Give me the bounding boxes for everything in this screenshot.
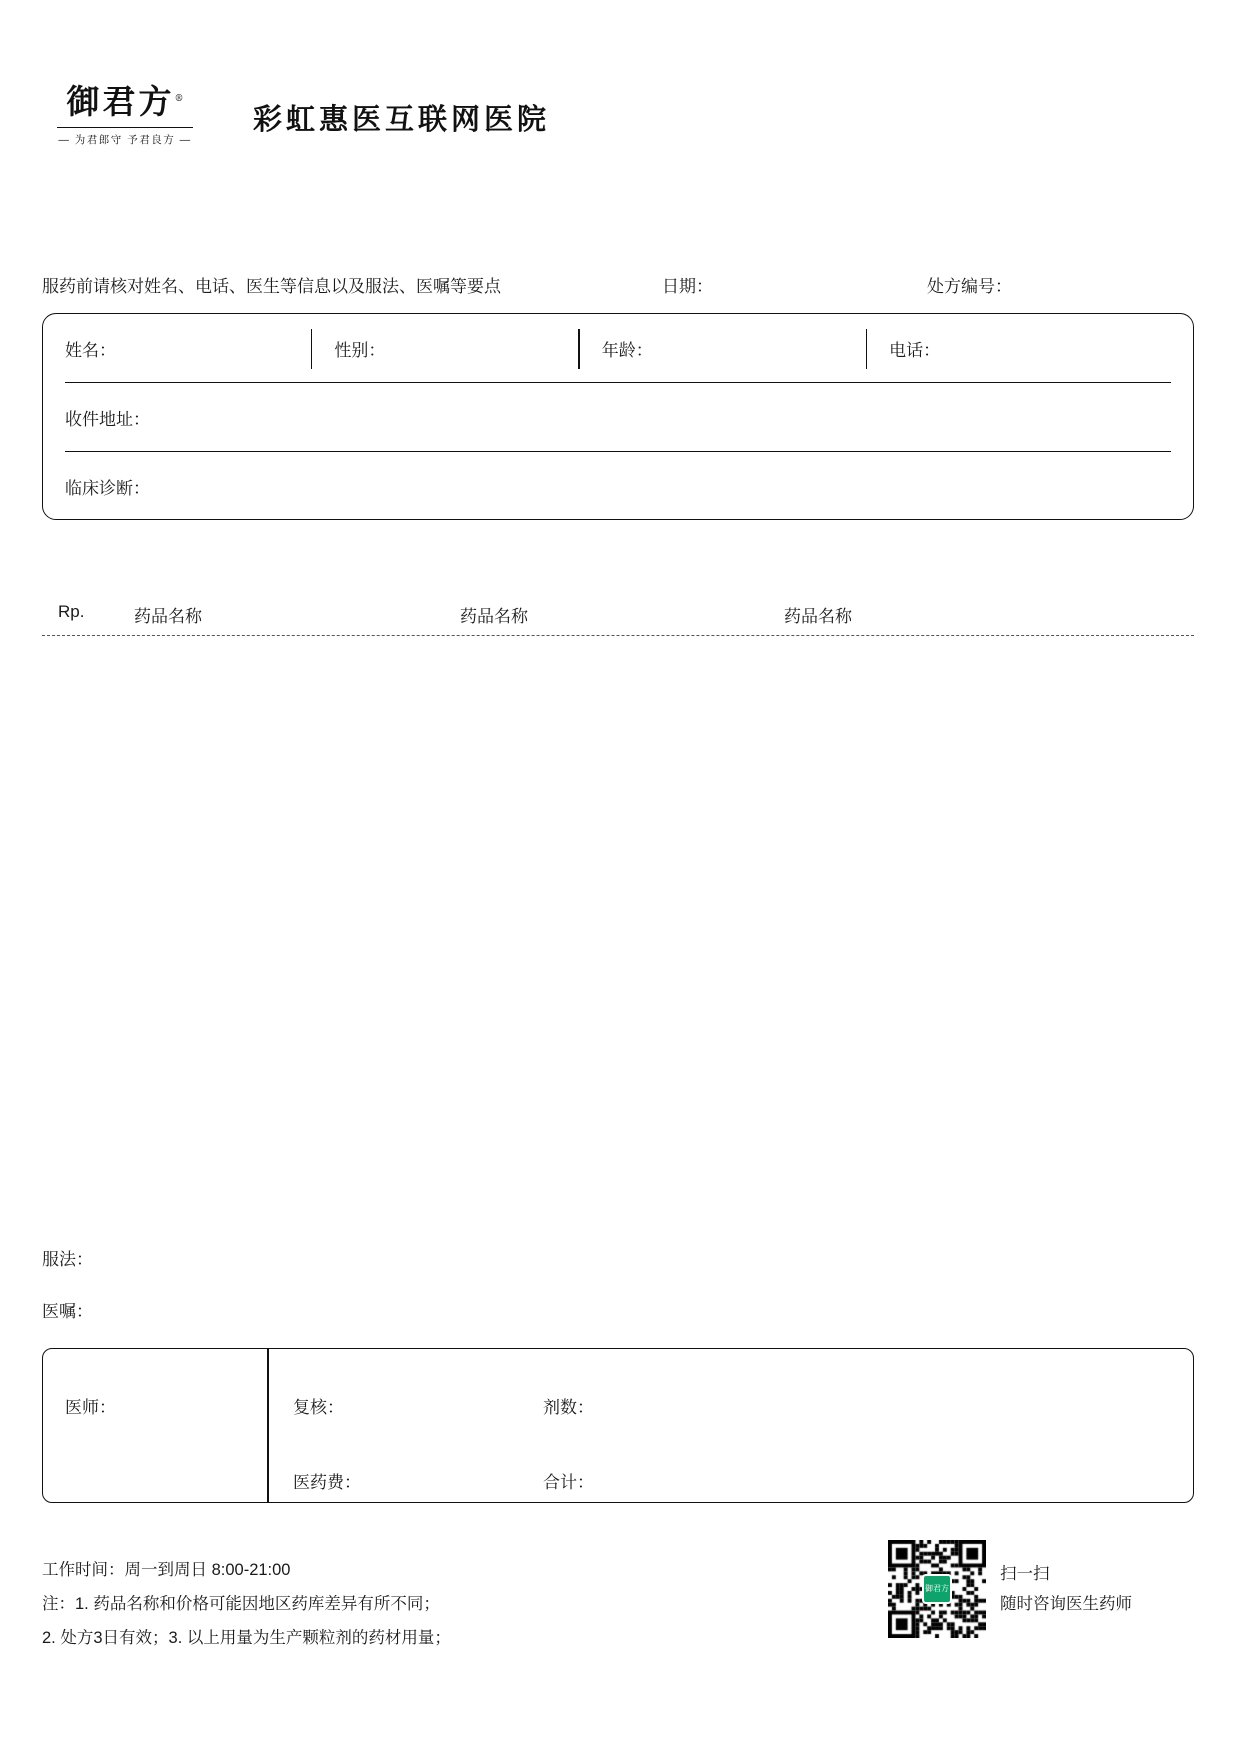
advice-label: 医嘱：	[42, 1302, 93, 1321]
patient-phone-value[interactable]	[940, 314, 1193, 383]
qr-caption	[1000, 1559, 1132, 1619]
brand-logo-divider	[57, 127, 193, 128]
brand-logo-name: 御君方	[66, 82, 175, 121]
work-hours-text: 工作时间：周一到周日 8:00-21:00	[42, 1561, 291, 1579]
patient-name-cell[interactable]	[43, 314, 311, 383]
patient-name-label: 姓名：	[65, 341, 116, 360]
patient-address-row[interactable]	[43, 383, 1193, 452]
signature-box	[42, 1348, 1194, 1503]
usage-row[interactable]	[42, 1245, 93, 1270]
patient-gender-label: 性别：	[334, 341, 386, 360]
qr-code-icon[interactable]	[888, 1540, 986, 1638]
brand-logo	[55, 82, 195, 147]
recheck-cell[interactable]	[293, 1393, 344, 1418]
medicine-fee-label: 医药费：	[293, 1473, 361, 1492]
medicine-fee-cell[interactable]	[293, 1468, 361, 1493]
patient-info-box	[42, 313, 1194, 520]
drug-name-column-1-header: 药品名称	[134, 607, 202, 626]
prescription-body-area[interactable]	[42, 650, 1194, 1230]
recheck-label: 复核：	[293, 1398, 344, 1417]
usage-label: 服法：	[42, 1250, 93, 1269]
patient-gender-cell[interactable]	[312, 314, 578, 383]
qr-center-logo: 御君方	[922, 1574, 952, 1604]
doses-label: 剂数：	[543, 1398, 594, 1417]
patient-info-row-1	[43, 314, 1193, 383]
signature-vertical-divider	[267, 1349, 269, 1502]
patient-gender-value[interactable]	[385, 314, 578, 383]
patient-address-label: 收件地址：	[65, 410, 150, 429]
qr-section	[888, 1540, 1132, 1638]
prescription-divider-dashed	[42, 635, 1194, 636]
patient-age-label: 年龄：	[601, 341, 653, 360]
patient-phone-label: 电话：	[889, 341, 941, 360]
date-label: 日期：	[662, 277, 713, 296]
advice-row[interactable]	[42, 1297, 93, 1322]
doctor-label: 医师：	[65, 1398, 116, 1417]
patient-age-cell[interactable]	[580, 314, 866, 383]
patient-age-value[interactable]	[653, 314, 866, 383]
hospital-name: 彩虹惠医互联网医院	[253, 102, 551, 136]
drug-name-column-2-header: 药品名称	[460, 607, 528, 626]
patient-diagnosis-row[interactable]	[43, 452, 1193, 521]
brand-slogan: — 为君郎守 予君良方 —	[58, 134, 192, 146]
prescription-number-label: 处方编号：	[927, 277, 1012, 296]
doses-cell[interactable]	[543, 1393, 594, 1418]
patient-phone-cell[interactable]	[867, 314, 1193, 383]
patient-diagnosis-label: 临床诊断：	[65, 479, 150, 498]
document-header	[55, 82, 551, 147]
doctor-signature-cell[interactable]	[65, 1393, 116, 1418]
brand-registered-mark: ®	[174, 94, 184, 104]
total-label: 合计：	[543, 1473, 594, 1492]
verify-instruction-text: 服药前请核对姓名、电话、医生等信息以及服法、医嘱等要点	[42, 277, 501, 296]
drug-name-column-3-header: 药品名称	[784, 607, 852, 626]
qr-caption-line-1: 扫一扫	[1000, 1565, 1050, 1583]
footer-notes	[42, 1553, 451, 1655]
patient-name-value[interactable]	[116, 314, 311, 383]
qr-caption-line-2: 随时咨询医生药师	[1000, 1595, 1132, 1613]
total-cell[interactable]	[543, 1468, 594, 1493]
footer-note-line-2: 2. 处方3日有效；3. 以上用量为生产颗粒剂的药材用量；	[42, 1629, 451, 1647]
brand-logo-text	[55, 82, 195, 121]
footer-note-line-1: 注：1. 药品名称和价格可能因地区药库差异有所不同；	[42, 1595, 440, 1613]
rp-mark: Rp.	[58, 602, 85, 621]
